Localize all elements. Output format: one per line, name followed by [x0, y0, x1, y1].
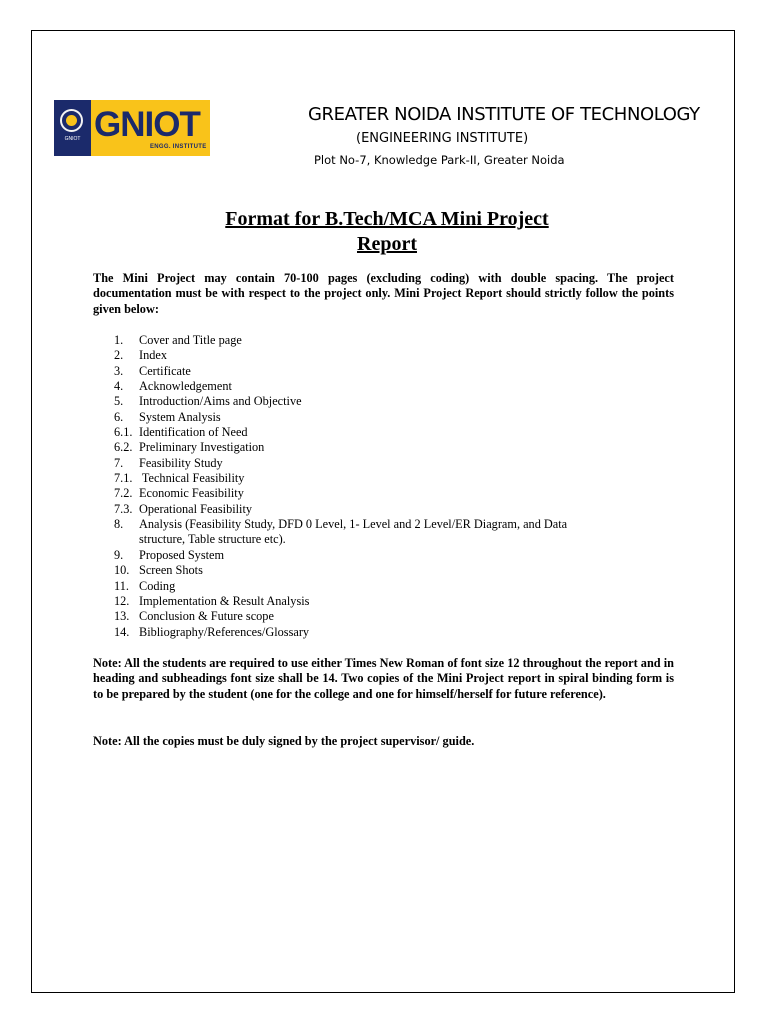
- institute-name: GREATER NOIDA INSTITUTE OF TECHNOLOGY: [308, 104, 700, 125]
- list-item: [114, 410, 684, 425]
- institute-address: Plot No-7, Knowledge Park-II, Greater Noida: [314, 153, 565, 167]
- list-item-text: Coding: [139, 578, 176, 593]
- title-line-2: Report: [357, 233, 417, 255]
- list-item: [114, 394, 684, 409]
- list-item-text: Feasibility Study: [139, 455, 223, 470]
- list-item: [114, 517, 684, 532]
- list-item: [114, 548, 684, 563]
- list-item-text: Implementation & Result Analysis: [139, 593, 310, 608]
- logo-subtitle: ENGG. INSTITUTE: [150, 144, 207, 150]
- list-item-text: Certificate: [139, 363, 191, 378]
- list-item-text: Screen Shots: [139, 563, 203, 578]
- list-item-number: 6.1.: [114, 425, 133, 440]
- list-item-text: Identification of Need: [139, 425, 248, 440]
- list-item: [114, 379, 684, 394]
- note-signature: Note: All the copies must be duly signed by the project supervisor/ guide.: [93, 734, 475, 748]
- emblem-icon: [54, 100, 91, 156]
- list-item: [114, 486, 684, 501]
- list-item-number: 11.: [114, 578, 129, 593]
- list-item-text: Technical Feasibility: [139, 471, 245, 486]
- emblem-dot: [66, 115, 77, 126]
- list-item-number: 8.: [114, 517, 124, 532]
- list-item-number: 5.: [114, 394, 124, 409]
- list-item: [114, 502, 684, 517]
- title-line-1: Format for B.Tech/MCA Mini Project: [225, 208, 549, 230]
- list-item-number: 4.: [114, 379, 124, 394]
- list-item-text: Proposed System: [139, 547, 225, 562]
- list-item-number: 3.: [114, 363, 124, 378]
- list-item-text: Economic Feasibility: [139, 486, 244, 501]
- list-item-number: 7.1.: [114, 471, 133, 486]
- list-item-number: 2.: [114, 348, 124, 363]
- emblem-text: GNIOT: [64, 136, 81, 142]
- list-item: [114, 425, 684, 440]
- list-item: [114, 563, 684, 578]
- report-points-list: [114, 333, 684, 640]
- note-font-and-copies: Note: All the students are required to use either Times New Roman of font size 12 throughout the report and in heading and subheadings font size shall be 14. Two copies of the Mini Project report in spiral binding form is to be prepared by the student (one for the college and one for himself/herself for future reference).: [93, 656, 674, 701]
- list-item-text: Operational Feasibility: [139, 501, 253, 516]
- institute-type: (ENGINEERING INSTITUTE): [356, 131, 529, 146]
- list-item-text: Cover and Title page: [139, 333, 242, 347]
- list-item-text: Introduction/Aims and Objective: [139, 394, 302, 409]
- list-item: [114, 456, 684, 471]
- list-item-number: 14.: [114, 624, 130, 639]
- list-item-number: 10.: [114, 563, 130, 578]
- list-item: [114, 625, 684, 640]
- list-item-number: 7.: [114, 455, 124, 470]
- list-item: [114, 364, 684, 379]
- list-item: [114, 609, 684, 624]
- list-item-number: 6.: [114, 409, 124, 424]
- list-item-number: 13.: [114, 609, 130, 624]
- document-title: [100, 207, 674, 257]
- list-item-continuation: structure, Table structure etc).: [139, 532, 286, 547]
- list-item: [114, 348, 684, 363]
- list-item: [114, 579, 684, 594]
- list-item-text: Acknowledgement: [139, 379, 232, 394]
- list-item-text: Analysis (Feasibility Study, DFD 0 Level, 1- Level and 2 Level/ER Diagram, and Data: [139, 517, 568, 532]
- list-item-number: 12.: [114, 593, 130, 608]
- list-item: [114, 333, 684, 348]
- list-item-number: 7.2.: [114, 486, 133, 501]
- list-item: [114, 471, 684, 486]
- intro-paragraph: The Mini Project may contain 70-100 pages (excluding coding) with double spacing. The project documentation must be with respect to the project only. Mini Project Report should strictly follow the points given below:: [93, 271, 674, 316]
- list-item-text: Index: [139, 348, 167, 363]
- list-item-text: Conclusion & Future scope: [139, 609, 274, 624]
- logo-wordmark: GNIOT: [94, 105, 200, 144]
- list-item: [114, 440, 684, 455]
- list-item-number: 6.2.: [114, 440, 133, 455]
- list-item-text: System Analysis: [139, 409, 221, 424]
- list-item-number: 9.: [114, 547, 124, 562]
- list-item: [114, 594, 684, 609]
- list-item-text: Preliminary Investigation: [139, 440, 265, 455]
- list-item-text: Bibliography/References/Glossary: [139, 624, 310, 639]
- list-item-number: 1.: [114, 333, 124, 347]
- gniot-logo: [54, 100, 210, 156]
- list-item-number: 7.3.: [114, 501, 133, 516]
